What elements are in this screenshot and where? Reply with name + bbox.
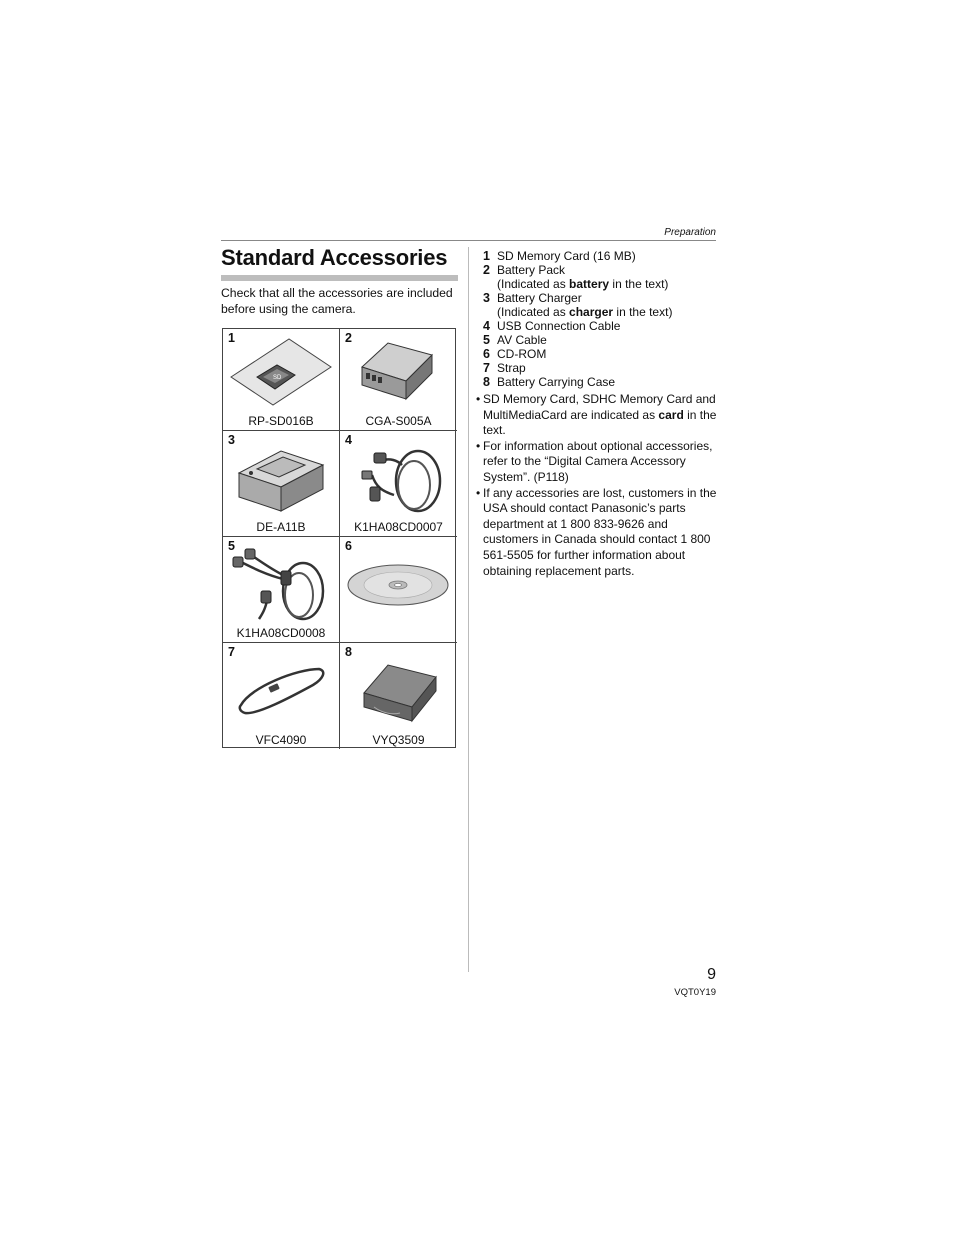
accessories-grid — [222, 328, 456, 748]
cd-rom-icon — [344, 541, 452, 625]
note-text: If any accessories are lost, customers in the USA should contact Panasonic’s parts department at 1 800 833-9626 and customers in Canada should contact 1 800 561-5505 for further information about obtaining replacement parts. — [483, 485, 717, 578]
subtext-post: in the text) — [613, 305, 673, 319]
usb-cable-icon — [344, 435, 452, 519]
accessory-number: 2 — [345, 331, 352, 345]
column-divider — [468, 247, 469, 972]
accessory-number: 4 — [345, 433, 352, 447]
accessory-cell-4 — [340, 431, 457, 537]
list-item — [483, 375, 723, 389]
accessory-number: 1 — [228, 331, 235, 345]
list-item — [483, 347, 723, 361]
list-text: AV Cable — [497, 333, 547, 347]
bullet: • — [476, 438, 481, 453]
accessory-number: 7 — [228, 645, 235, 659]
list-number: 5 — [483, 333, 490, 347]
list-item — [483, 361, 723, 375]
header-rule — [221, 240, 716, 241]
accessory-number: 6 — [345, 539, 352, 553]
av-cable-icon — [227, 541, 335, 625]
list-text: USB Connection Cable — [497, 319, 621, 333]
accessory-model: RP-SD016B — [248, 414, 314, 428]
subtext-bold: battery — [569, 277, 610, 291]
bullet: • — [476, 392, 481, 406]
note-card — [476, 392, 718, 439]
list-number: 6 — [483, 347, 490, 361]
list-item — [483, 319, 723, 333]
accessory-number: 5 — [228, 539, 235, 553]
bullet: • — [476, 485, 481, 500]
accessory-list — [483, 249, 723, 389]
sd-card-icon — [227, 333, 335, 411]
intro-text: Check that all the accessories are included before using the camera. — [221, 286, 453, 316]
battery-charger-icon — [227, 435, 335, 519]
page-number: 9 — [707, 966, 716, 983]
list-text: SD Memory Card (16 MB) — [497, 249, 636, 263]
list-text: Strap — [497, 361, 526, 375]
subtext-pre: (Indicated as — [497, 277, 570, 291]
accessory-cell-5 — [223, 537, 340, 643]
accessory-model: VFC4090 — [255, 733, 307, 747]
page-title: Standard Accessories — [221, 245, 448, 270]
list-text: Battery Carrying Case — [497, 375, 616, 389]
accessory-cell-3 — [223, 431, 340, 537]
accessory-model: DE-A11B — [256, 520, 306, 534]
strap-icon — [227, 647, 335, 731]
list-item — [483, 333, 723, 347]
accessory-model: K1HA08CD0007 — [354, 520, 443, 534]
accessory-model: CGA-S005A — [365, 414, 432, 428]
list-number: 2 — [483, 263, 490, 277]
accessory-cell-7 — [223, 643, 340, 749]
subtext-post: in the text) — [609, 277, 669, 291]
note-text: SD Memory Card, SDHC Memory Card and MultiMediaCard are indicated as — [483, 392, 716, 422]
list-subtext — [497, 277, 668, 291]
notes — [476, 392, 718, 579]
svg-text:SD: SD — [273, 375, 282, 381]
subtext-pre: (Indicated as — [497, 305, 570, 319]
title-underline — [221, 275, 458, 281]
list-subtext — [497, 305, 672, 319]
list-text: CD-ROM — [497, 347, 547, 361]
accessory-cell-8 — [340, 643, 457, 749]
accessory-number: 8 — [345, 645, 352, 659]
accessory-model: VYQ3509 — [372, 733, 425, 747]
list-text: Battery Pack — [497, 263, 566, 277]
list-number: 1 — [483, 249, 490, 263]
battery-pack-icon — [344, 333, 452, 411]
list-number: 4 — [483, 319, 490, 333]
subtext-bold: charger — [569, 305, 614, 319]
accessory-model: K1HA08CD0008 — [236, 626, 326, 640]
section-label: Preparation — [664, 227, 716, 238]
accessory-cell-2 — [340, 329, 457, 431]
list-item — [483, 263, 723, 291]
note-text: in the text. — [483, 407, 717, 438]
list-text: Battery Charger — [497, 291, 582, 305]
note-text: For information about optional accessories, refer to the “Digital Camera Accessory System”. (P118) — [483, 438, 713, 484]
document-code: VQT0Y19 — [674, 987, 716, 998]
accessory-cell-1 — [223, 329, 340, 431]
list-item — [483, 249, 723, 263]
note-optional-accessories — [476, 439, 718, 486]
accessory-number: 3 — [228, 433, 235, 447]
note-lost-accessories — [476, 486, 718, 580]
battery-case-icon — [344, 647, 452, 731]
list-number: 7 — [483, 361, 490, 375]
note-bold: card — [658, 407, 684, 422]
list-number: 8 — [483, 375, 490, 389]
list-item — [483, 291, 723, 319]
list-number: 3 — [483, 291, 490, 305]
accessory-cell-6 — [340, 537, 457, 643]
